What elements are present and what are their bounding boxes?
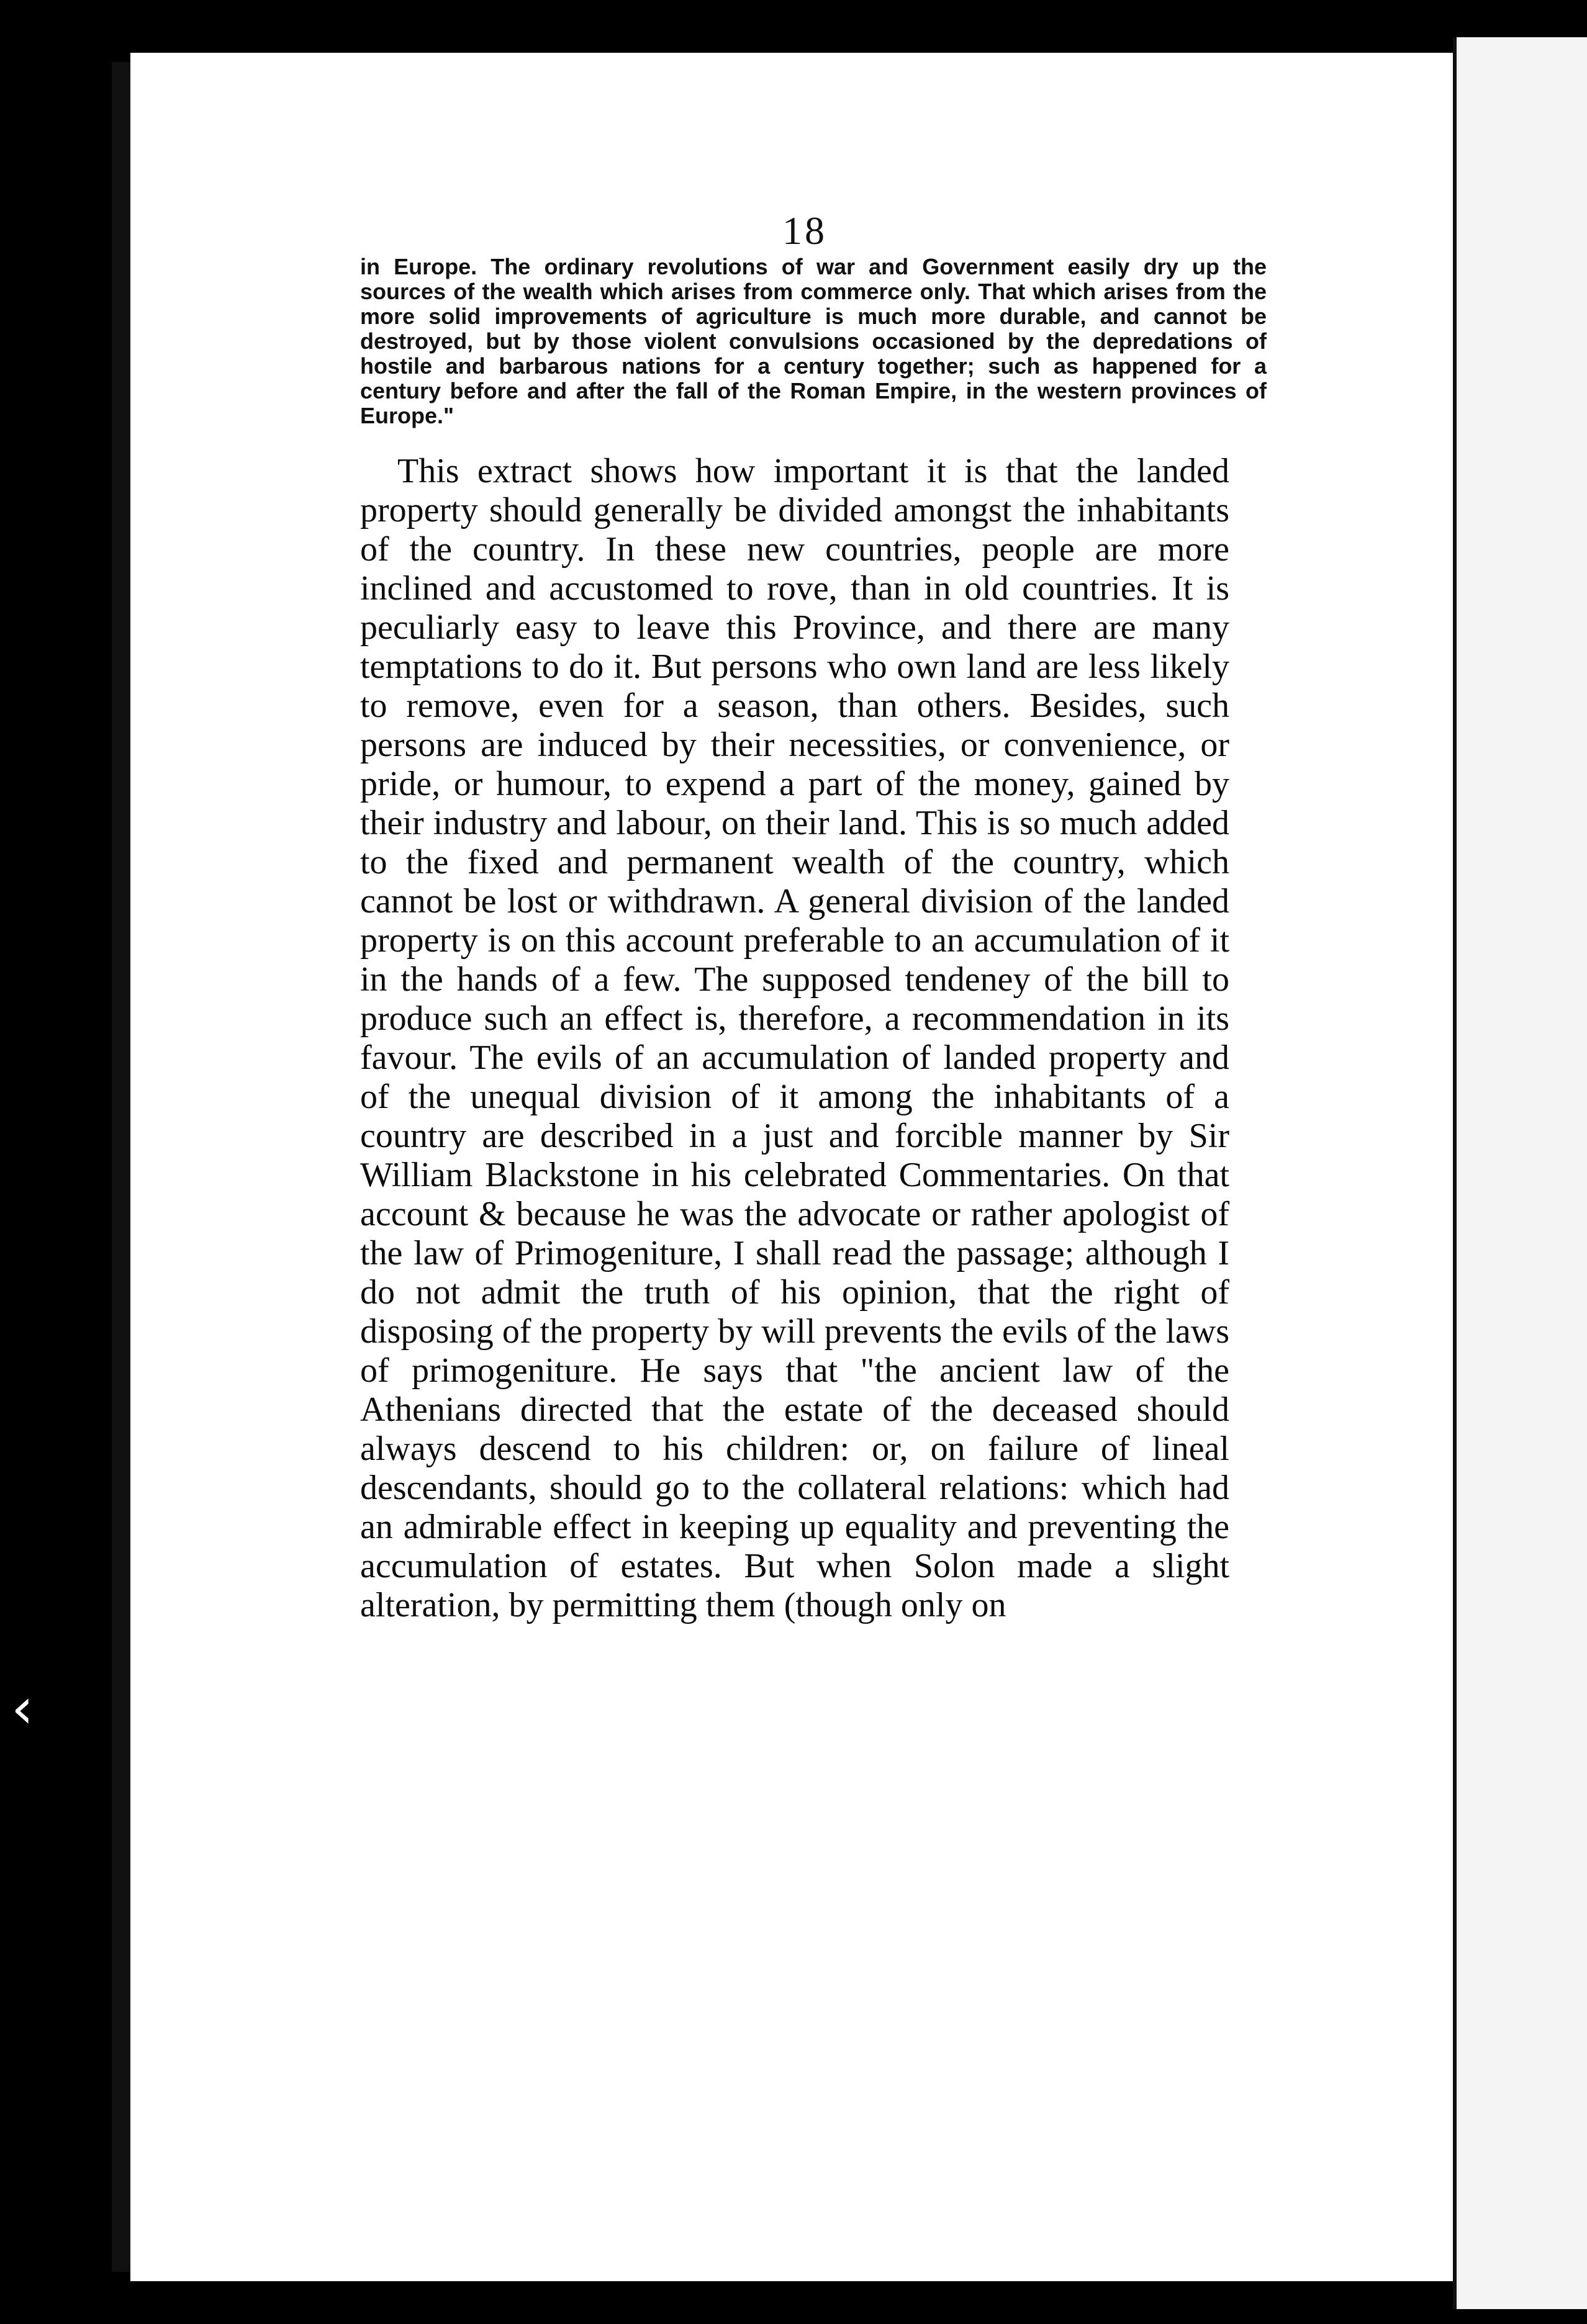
paragraph: This extract shows how important it is that the landed property should generally be divided amongst the inhabitants of the country. In these new countries, people are more inclined and accustomed to rove, than in old countries. It is peculiarly easy to leave this Province, and there are many temptations to do it. But persons who own land are less likely to remove, even for a season, than others. Besides, such persons are induced by their necessities, or convenience, or pride, or humour, to expend a part of the money, gained by their industry and labour, on their land. This is so much added to the fixed and permanent wealth of the country, which cannot be lost or withdrawn. A general division of the landed property is on this account preferable to an accumulation of it in the hands of a few. The supposed tendeney of the bill to produce such an effect is, therefore, a recommendation in its favour. The evils of an accumulation of landed property and of the unequal division of it among the inhabitants of a country are described in a just and forcible manner by Sir William Blackstone in his celebrated Commentaries. On that account & because he was the advocate or rather apologist of the law of Primogeniture, I shall read the passage; although I do not admit the truth of his opinion, that the right of disposing of the property by will prevents the evils of the laws of primogeniture. He says that "the ancient law of the Athenians directed that the estate of the deceased should always descend to his children: or, on failure of lineal descendants, should go to the collateral relations: which had an admirable effect in keeping up equality and preventing the accumulation of estates. But when Solon made a slight alteration, by permitting them (though only on	[360, 452, 1229, 1624]
page-shadow-left	[112, 62, 130, 2272]
margin-mark: ‹	[11, 1676, 34, 1741]
body-text	[360, 452, 1229, 1625]
adjacent-page	[1453, 37, 1587, 2309]
page-number: 18	[782, 209, 827, 253]
quoted-passage: in Europe. The ordinary revolutions of war and Government easily dry up the sources of the wealth which arises from commerce only. That which arises from the more solid improvements of agriculture is much more durable, and cannot be destroyed, but by those violent convulsions occasioned by the depredations of hostile and barbarous nations for a century together; such as happened for a century before and after the fall of the Roman Empire, in the western provinces of Europe."	[360, 254, 1267, 428]
